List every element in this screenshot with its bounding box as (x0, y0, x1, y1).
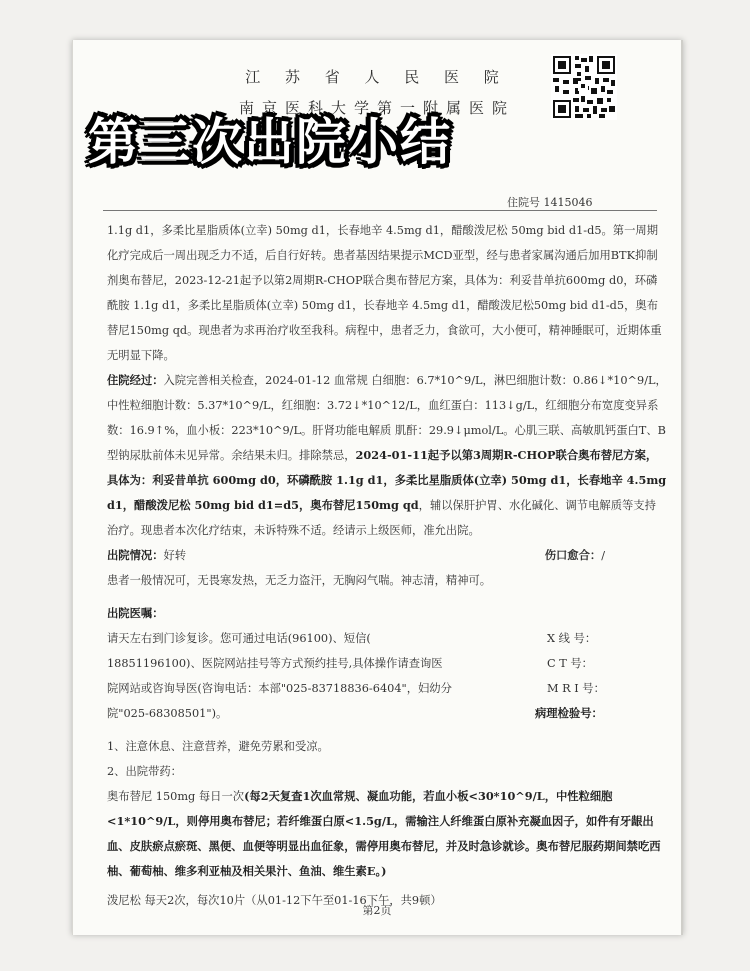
discharge-value: 好转 (163, 549, 187, 562)
document-page (72, 40, 683, 935)
wound-healing: 伤口愈合：/ (544, 548, 605, 562)
course-text: 入院完善相关检查，2024-01-12 血常规 白细胞：6.7*10^9/L，淋巴细胞计数：0.86↓*10^9/L，中性粒细胞计数：5.37*10^9/L，红细胞：3.72↓*10^12/L，血红蛋白：113↓g/L，红细胞分布宽度变异系数：16.9↑%，血小板：223*10^9/L。肝肾功能电解质 肌酐：29.9↓μmol/L。心肌三联、高敏肌钙蛋白T、B型钠尿肽前体未见异常。余结果未归。排除禁忌， (107, 374, 667, 462)
advice-item: 2、出院带药： (107, 765, 182, 778)
orders-label: 出院医嘱： (107, 606, 164, 620)
hospital-course (107, 368, 667, 543)
course-tail: ，辅以保肝护胃、水化碱化、调节电解质等支持治疗。现患者本次化疗结束，未诉特殊不适。经请示上级医师，准允出院。 (107, 499, 656, 537)
discharge-condition: 患者一般情况可，无畏寒发热，无乏力盗汗，无胸闷气喘。神志清，精神可。 (107, 574, 492, 587)
overlay-title: 第三次出院小结 (88, 113, 452, 171)
qr-code-icon (551, 54, 617, 120)
history-paragraph: 1.1g d1，多柔比星脂质体(立幸) 50mg d1，长春地辛 4.5mg d1，醋酸泼尼松 50mg bid d1-d5。第一周期化疗完成后一周出现乏力不适，后自行好转。患者基因结果提示MCD亚型，经与患者家属沟通后加用BTK抑制剂奥布替尼，2023-12-21起予以第2周期R-CHOP联合奥布替尼方案，具体为：利妥昔单抗600mg d0，环磷酰胺 1.1g d1，多柔比星脂质体(立幸) 50mg d1，长春地辛 4.5mg d1，醋酸泼尼松50mg bid d1-d5，奥布替尼150mg qd。现患者为求再治疗收至我科。病程中，患者乏力，食欲可，大小便可，精神睡眠可，近期体重无明显下降。 (107, 224, 662, 362)
course-regimen: 2024-01-11起予以第3周期R-CHOP联合奥布替尼方案，具体为：利妥昔单抗 600mg d0，环磷酰胺 1.1g d1，多柔比星脂质体(立幸) 50mg d1，长春地辛 4.5mg d1，醋酸泼尼松 50mg bid d1=d5，奥布替尼150mg qd (107, 448, 667, 512)
mri-no-label: M R I 号： (547, 682, 605, 695)
university-hospital-name: 南京医科大学第一附属医院 (238, 99, 515, 117)
orders-line-3: 院网站或咨询导医(咨询电话：本部"025-83718836-6404"，妇幼分 M R I 号： (107, 676, 667, 701)
header-divider (103, 210, 657, 211)
xray-no-label: X 线 号： (547, 632, 597, 645)
hospital-name: 江 苏 省 人 民 医 院 (245, 68, 509, 86)
orders-line-4: 院"025-68308501")。 病理检验号： (107, 701, 667, 726)
summary-body (107, 218, 667, 913)
admission-number: 住院号 1415046 (507, 196, 593, 209)
orders-line-2: 18851196100)、医院网站挂号等方式预约挂号,具体操作请查询医 C T 号： (107, 651, 667, 676)
advice-item: 1、注意休息、注意营养，避免劳累和受凉。 (107, 740, 329, 753)
discharge-status-row (107, 543, 667, 568)
pathology-no-label: 病理检验号： (535, 706, 603, 720)
page-number: 第2页 (362, 904, 392, 917)
drug-prednisone: 泼尼松 每天2次，每次10片（从01-12下午至01-16下午，共9顿） (107, 894, 442, 907)
discharge-label: 出院情况： (107, 548, 164, 562)
orders-line-1: 请天左右到门诊复诊。您可通过电话(96100)、短信( X 线 号： (107, 626, 667, 651)
course-label: 住院经过： (107, 373, 164, 387)
drug-ibrutinib: 奥布替尼 150mg 每日一次(每2天复查1次血常规、凝血功能，若血小板<30*10^9/L，中性粒细胞<1*10^9/L，则停用奥布替尼；若纤维蛋白原<1.5g/L，需输注人纤维蛋白原补充凝血因子，如件有牙龈出血、皮肤瘀点瘀斑、黑便、血便等明显出血征象，需停用奥布替尼，并及时急诊就诊。奥布替尼服药期间禁吃西柚、葡萄柚、维多利亚柚及相关果汁、鱼油、维生素E。) (107, 789, 661, 878)
ct-no-label: C T 号： (547, 657, 593, 670)
